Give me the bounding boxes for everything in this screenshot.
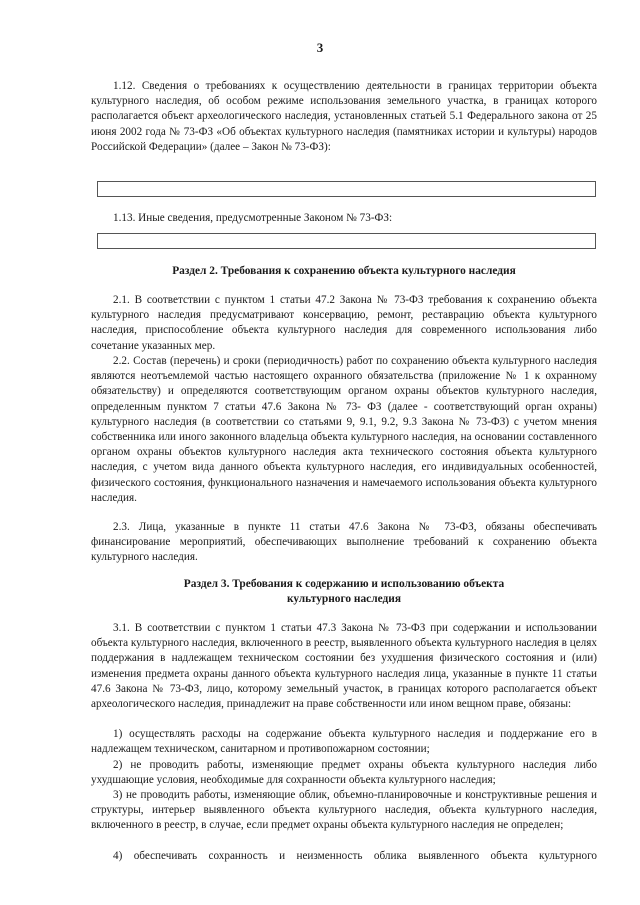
clause-1-12: 1.12. Сведения о требованиях к осуществлению деятельности в границах территории объекта культурного наследия, об особом режиме использования земельного участка, в границах которого располагается объект археологического наследия, установленных статьей 5.1 Федерального закона от 25 июня 2002 года № 73-ФЗ «Об объектах культурного наследия (памятниках истории и культуры) народов Российской Федерации» (далее – Закон № 73-ФЗ):	[91, 80, 597, 153]
list-item-4: 4) обеспечивать сохранность и неизменность облика выявленного объекта культурного	[113, 850, 597, 862]
list-item-1: 1) осуществлять расходы на содержание объекта культурного наследия и поддержание его в надлежащем техническом, санитарном и противопожарном состоянии;	[91, 728, 597, 756]
section-2-title: Раздел 2. Требования к сохранению объекта культурного наследия	[172, 265, 516, 277]
clause-1-13-input-field[interactable]	[97, 233, 596, 249]
clause-3-1: 3.1. В соответствии с пунктом 1 статьи 47.3 Закона № 73-ФЗ при содержании и использовании объекта культурного наследия, включенного в реестр, выявленного объекта культурного наследия в целях поддержания в надлежащем техническом состоянии без ухудшения физического состояния и (или) изменения предмета охраны данного объекта культурного наследия лица, указанные в пункте 11 статьи 47.6 Закона № 73-ФЗ, лицо, которому земельный участок, в границах которого располагается объект археологического наследия, принадлежит на праве собственности или ином вещном праве, обязаны:	[91, 622, 597, 711]
list-item-2: 2) не проводить работы, изменяющие предмет охраны объекта культурного наследия либо ухудшающие условия, необходимые для сохранности объекта культурного наследия;	[91, 759, 597, 787]
section-3-title-line-1: Раздел 3. Требования к содержанию и использованию объекта	[183, 578, 505, 590]
clause-1-13: 1.13. Иные сведения, предусмотренные Законом № 73-ФЗ:	[113, 212, 393, 224]
list-item-3: 3) не проводить работы, изменяющие облик, объемно-планировочные и конструктивные решения и структуры, интерьер выявленного объекта культурного наследия, объекта культурного наследия, включенного в реестр, в случае, если предмет охраны объекта культурного наследия не определен;	[91, 789, 597, 832]
clause-2-3: 2.3. Лица, указанные в пункте 11 статьи 47.6 Закона № 73-ФЗ, обязаны обеспечивать финансирование мероприятий, обеспечивающих выполнение требований к сохранению объекта культурного наследия.	[91, 521, 597, 564]
clause-2-2: 2.2. Состав (перечень) и сроки (периодичность) работ по сохранению объекта культурного наследия являются неотъемлемой частью настоящего охранного обязательства (приложение № 1 к охранному обязательству) и определяются соответствующим органом охраны объектов культурного наследия, определенным пунктом 7 статьи 47.6 Закона № 73- ФЗ (далее - соответствующий орган охраны) культурного наследия (в соответствии со статьями 9, 9.1, 9.2, 9.3 Закона № 73-ФЗ) с учетом мнения собственника или иного законного владельца объекта культурного наследия, на основании составленного органом охраны объектов культурного наследия акта технического состояния объекта культурного наследия, с учетом вида данного объекта культурного наследия, его индивидуальных особенностей, физического состояния, функционального назначения и намечаемого использования объекта культурного наследия.	[91, 355, 597, 504]
page-number: 3	[316, 40, 324, 55]
section-3-title-line-2: культурного наследия	[286, 593, 402, 605]
clause-1-12-input-field[interactable]	[97, 181, 596, 197]
clause-2-1: 2.1. В соответствии с пунктом 1 статьи 47.2 Закона № 73-ФЗ требования к сохранению объекта культурного наследия предусматривают консервацию, ремонт, реставрацию объекта культурного наследия, приспособление объекта культурного наследия для современного использования либо сочетание указанных мер.	[91, 294, 597, 352]
